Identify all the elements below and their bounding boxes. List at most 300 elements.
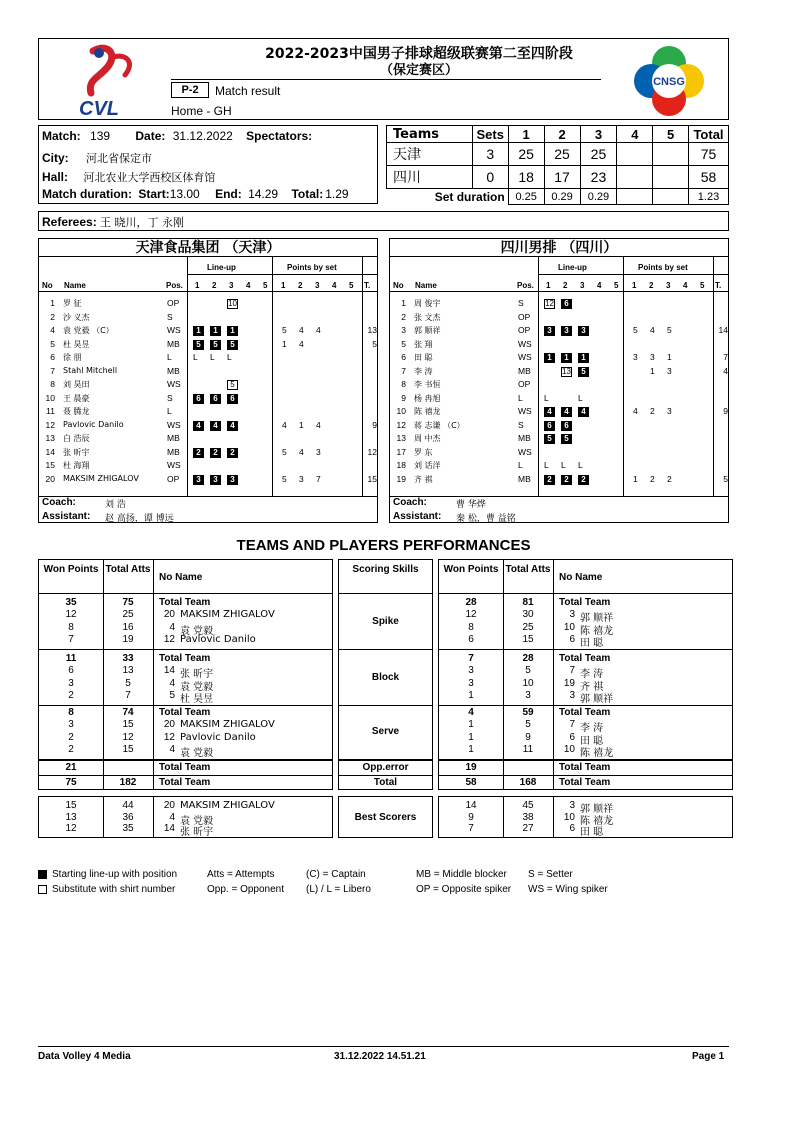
- spectators-label: Spectators:: [246, 129, 313, 143]
- player-name: 郭 顺祥: [414, 326, 441, 335]
- lineup-set-3: 5: [227, 340, 238, 350]
- row-divider: [339, 775, 432, 776]
- lineup-set-2: L: [561, 460, 566, 470]
- opp-error-points: 19: [465, 762, 477, 773]
- player-number: 4: [169, 743, 175, 755]
- won-points: 6: [68, 665, 74, 677]
- cell: 58: [689, 166, 729, 189]
- set-num-header: 2: [212, 281, 217, 290]
- player-number: 13: [45, 433, 55, 443]
- total-atts: 13: [122, 665, 134, 677]
- team-a-name: 天津: [387, 143, 473, 166]
- coach-label: Coach:: [393, 497, 427, 508]
- total-atts: 10: [522, 677, 534, 689]
- player-position: MB: [518, 433, 531, 443]
- player-position: S: [167, 393, 173, 403]
- player-name: 田 聪: [414, 353, 433, 362]
- row-divider: [439, 593, 732, 594]
- points-set-2: 1: [299, 420, 304, 430]
- set-num-header: 3: [666, 281, 671, 290]
- player-name: Stahl Mitchell: [63, 366, 118, 375]
- lineup-set-1: L: [193, 352, 198, 362]
- opp-error-team: Total Team: [559, 762, 611, 773]
- best-atts: 27: [522, 823, 534, 834]
- player-number: 3: [401, 325, 406, 335]
- lineup-set-1: 1: [193, 326, 204, 336]
- referees-names: 王 晓川，丁 永刚: [100, 216, 185, 229]
- points-set-2: 2: [650, 474, 655, 484]
- player-name: Pavlovic Danilo: [180, 731, 256, 743]
- total-team: Total Team: [559, 777, 611, 788]
- doc-title: Match result: [215, 84, 281, 98]
- legend-item: (L) / L = Libero: [306, 884, 371, 895]
- player-number: 1: [401, 298, 406, 308]
- player-name: 周 俊宇: [414, 299, 441, 308]
- player-name: 郭 顺祥: [580, 613, 614, 625]
- player-name: Total Team: [159, 597, 211, 608]
- player-name: 袁 党毅 （C）: [63, 326, 114, 335]
- col-set-3: 3: [580, 126, 617, 143]
- row-divider: [39, 775, 332, 776]
- total-atts-header: Total Atts: [505, 564, 551, 575]
- row-divider: [39, 593, 332, 594]
- performances-title: TEAMS AND PLAYERS PERFORMANCES: [236, 537, 531, 554]
- lineup-set-3: 2: [578, 475, 589, 485]
- best-points: 14: [465, 800, 477, 811]
- total-atts: 16: [122, 621, 134, 633]
- set-scores: [386, 125, 729, 205]
- player-name: 李 书恒: [414, 380, 441, 389]
- player-number: 4: [169, 677, 175, 689]
- player-number: 12: [163, 633, 175, 645]
- player-name: 齐 祺: [414, 475, 433, 484]
- player-number: 3: [569, 689, 575, 701]
- player-number: 4: [169, 811, 175, 823]
- player-position: S: [167, 312, 173, 322]
- cell: [617, 143, 653, 166]
- player-number: 14: [163, 823, 175, 834]
- lineup-set-3: L: [578, 393, 583, 403]
- team-b-best-scorers: [438, 796, 733, 838]
- player-number: 8: [401, 379, 406, 389]
- cell: 25: [580, 143, 617, 166]
- row-divider: [439, 649, 732, 650]
- column-divider: [538, 257, 539, 496]
- total-atts: 7: [125, 689, 131, 701]
- cell: 17: [544, 166, 580, 189]
- lineup-set-3: 2: [227, 448, 238, 458]
- doc-code: P-2: [171, 82, 209, 98]
- player-name: 沙 义杰: [63, 313, 90, 322]
- set-num-header: 5: [700, 281, 705, 290]
- player-name: Total Team: [559, 707, 611, 718]
- opp-error-team: Total Team: [159, 762, 211, 773]
- legend-item: MB = Middle blocker: [416, 869, 507, 880]
- points-set-1: 5: [633, 325, 638, 335]
- player-name: 李 涛: [580, 669, 604, 681]
- won-points: 28: [465, 597, 477, 608]
- legend-item: OP = Opposite spiker: [416, 884, 512, 895]
- skill-label: Spike: [372, 616, 399, 627]
- set-duration-row: [387, 189, 729, 205]
- points-set-1: 4: [282, 420, 287, 430]
- column-divider: [553, 560, 554, 789]
- team-b-title: 四川男排 （四川）: [390, 239, 728, 257]
- player-position: MB: [167, 366, 180, 376]
- end-time: 14.29: [248, 187, 279, 201]
- footer-timestamp: 31.12.2022 14.51.21: [334, 1051, 426, 1062]
- column-divider: [153, 560, 154, 789]
- player-name: Total Team: [159, 653, 211, 664]
- lineup-set-1: 3: [544, 326, 555, 336]
- best-points: 12: [65, 823, 77, 834]
- player-name: 周 中杰: [414, 434, 441, 443]
- points-set-1: 1: [282, 339, 287, 349]
- player-position: OP: [518, 325, 531, 335]
- lineup-set-2: 6: [561, 299, 572, 309]
- lineup-set-1: 2: [544, 475, 555, 485]
- points-set-1: 4: [633, 406, 638, 416]
- total-atts: 25: [522, 621, 534, 633]
- player-position: OP: [167, 298, 180, 308]
- row-divider: [39, 760, 332, 761]
- total-atts: 33: [122, 653, 134, 664]
- no-header: No: [42, 281, 53, 290]
- row-divider: [339, 705, 432, 706]
- lineup-set-1: 12: [545, 299, 554, 308]
- match-row: [42, 129, 312, 143]
- points-set-2: 4: [299, 325, 304, 335]
- won-points-header: Won Points: [43, 564, 99, 575]
- player-name: 徐 朋: [63, 353, 82, 362]
- set-num-header: 3: [315, 281, 320, 290]
- total-atts-header: Total Atts: [105, 564, 151, 575]
- no-header: No: [393, 281, 404, 290]
- player-name: 袁 党毅: [180, 747, 214, 759]
- duration-label: Match duration:: [42, 187, 132, 201]
- points-set-2: 4: [299, 447, 304, 457]
- scoring-skills: [338, 559, 433, 790]
- cell: 25: [544, 143, 580, 166]
- best-points: 15: [65, 800, 77, 811]
- lineup-set-3: 4: [227, 421, 238, 431]
- player-position: MB: [167, 433, 180, 443]
- header-divider: [390, 291, 729, 292]
- match-label: Match:: [42, 129, 81, 143]
- player-number: 18: [396, 460, 406, 470]
- player-number: 20: [163, 609, 175, 621]
- date-label: Date:: [135, 129, 166, 143]
- player-name: 杜 海翔: [63, 461, 90, 470]
- city-row: [42, 150, 152, 166]
- player-number: 6: [569, 731, 575, 743]
- lineup-set-2: 1: [561, 353, 572, 363]
- won-points: 3: [68, 677, 74, 689]
- total-atts: 182: [119, 777, 137, 788]
- col-set-4: 4: [617, 126, 653, 143]
- player-number: 12: [396, 420, 406, 430]
- lineup-set-3: 6: [227, 394, 238, 404]
- footer-page: Page 1: [692, 1051, 725, 1062]
- cell: 0: [472, 166, 508, 189]
- points-set-1: 5: [282, 325, 287, 335]
- lineup-set-3: 5: [227, 380, 238, 390]
- cvl-logo: [73, 43, 143, 119]
- total-atts: 5: [525, 665, 531, 677]
- svg-text:CNSG: CNSG: [653, 76, 685, 88]
- player-position: WS: [518, 447, 532, 457]
- city-label: City:: [42, 151, 69, 165]
- cell: 25: [508, 143, 544, 166]
- set-num-header: 1: [632, 281, 637, 290]
- lineup-header: Line-up: [207, 263, 236, 272]
- points-set-3: 4: [316, 325, 321, 335]
- player-number: 9: [401, 393, 406, 403]
- player-position: WS: [167, 379, 181, 389]
- player-number: 1: [50, 298, 55, 308]
- player-position: MB: [167, 339, 180, 349]
- legend-item: Substitute with shirt number: [52, 884, 176, 895]
- total-atts: 3: [525, 689, 531, 701]
- player-position: OP: [518, 312, 531, 322]
- player-name: 杜 昊昱: [180, 693, 214, 705]
- player-name: Total Team: [559, 597, 611, 608]
- col-set-5: 5: [653, 126, 689, 143]
- player-position: MB: [167, 447, 180, 457]
- lineup-set-2: 4: [210, 421, 221, 431]
- player-number: 7: [569, 665, 575, 677]
- player-name: MAKSIM ZHIGALOV: [63, 474, 139, 483]
- no-name-header: No Name: [159, 572, 203, 583]
- player-number: 14: [45, 447, 55, 457]
- svg-text:CVL: CVL: [79, 98, 119, 119]
- player-position: MB: [518, 474, 531, 484]
- points-set-1: 3: [633, 352, 638, 362]
- set-row-team-a: [387, 143, 729, 166]
- set-num-header: 5: [614, 281, 619, 290]
- player-name: 陈 禧龙: [580, 747, 614, 759]
- points-set-2: 4: [299, 339, 304, 349]
- assistant-name: 秦 松，曹 益铭: [456, 514, 516, 524]
- opp-error-label: Opp.error: [362, 762, 409, 773]
- pos-header: Pos.: [166, 281, 183, 290]
- points-set-3: 7: [316, 474, 321, 484]
- header-divider: [538, 274, 729, 275]
- player-position: S: [518, 420, 524, 430]
- player-number: 2: [401, 312, 406, 322]
- column-divider: [187, 257, 188, 496]
- coach-divider: [39, 496, 378, 497]
- won-points-header: Won Points: [443, 564, 499, 575]
- total-atts: 5: [525, 719, 531, 731]
- col-teams: Teams: [387, 126, 473, 143]
- opp-error-points: 21: [65, 762, 77, 773]
- player-number: 7: [569, 719, 575, 731]
- player-number: 11: [46, 406, 55, 416]
- player-number: 19: [396, 474, 406, 484]
- player-name: 陈 禧龙: [580, 815, 614, 827]
- player-number: 15: [45, 460, 55, 470]
- points-set-2: 4: [650, 325, 655, 335]
- player-total: 9: [723, 406, 728, 416]
- points-set-2: 3: [650, 352, 655, 362]
- won-points: 2: [68, 731, 74, 743]
- legend-item: WS = Wing spiker: [528, 884, 608, 895]
- player-name: 张 翔: [414, 340, 433, 349]
- column-divider: [362, 257, 363, 496]
- cell: 1.23: [689, 189, 729, 205]
- legend-item: Atts = Attempts: [207, 869, 275, 880]
- player-name: 张 昕宇: [63, 448, 90, 457]
- player-name: 刘 昊田: [63, 380, 90, 389]
- best-atts: 44: [122, 800, 134, 811]
- legend-item: (C) = Captain: [306, 869, 366, 880]
- cell: [617, 189, 653, 205]
- player-number: 10: [563, 743, 575, 755]
- player-name: 袁 党毅: [180, 681, 214, 693]
- lineup-set-2: 3: [561, 326, 572, 336]
- start-time: 13.00: [169, 187, 200, 201]
- team-a-best-scorers: [38, 796, 333, 838]
- player-number: 6: [569, 823, 575, 834]
- lineup-set-2: L: [210, 352, 215, 362]
- cell: 18: [508, 166, 544, 189]
- title-divider: [171, 79, 601, 80]
- lineup-set-1: 4: [544, 407, 555, 417]
- player-number: 7: [50, 366, 55, 376]
- total-atts: 81: [522, 597, 534, 608]
- lineup-set-1: 4: [193, 421, 204, 431]
- column-divider: [623, 257, 624, 496]
- player-total: 12: [367, 447, 377, 457]
- row-divider: [339, 649, 432, 650]
- won-points: 3: [468, 665, 474, 677]
- skill-label: Block: [371, 672, 400, 683]
- player-name: 王 晨豪: [63, 394, 90, 403]
- total-atts: 5: [125, 677, 131, 689]
- lineup-set-2: 1: [210, 326, 221, 336]
- points-set-2: 1: [650, 366, 655, 376]
- city-value: 河北省保定市: [86, 152, 153, 165]
- points-set-3: 3: [667, 366, 672, 376]
- points-set-3: 3: [667, 406, 672, 416]
- set-header-row: [387, 126, 729, 143]
- total-atts: 28: [522, 653, 534, 664]
- player-name: 蒋 志谦 （C）: [414, 421, 465, 430]
- pos-header: Pos.: [517, 281, 534, 290]
- total-atts: 15: [122, 719, 134, 731]
- points-set-3: 4: [316, 420, 321, 430]
- player-name: Total Team: [559, 653, 611, 664]
- player-name: 李 涛: [580, 723, 604, 735]
- won-points: 12: [65, 609, 77, 621]
- player-number: 6: [569, 633, 575, 645]
- home-label: Home - GH: [171, 104, 232, 118]
- player-number: 20: [163, 800, 175, 811]
- player-number: 10: [563, 811, 575, 823]
- player-number: 7: [401, 366, 406, 376]
- points-set-2: 2: [650, 406, 655, 416]
- set-num-header: 3: [229, 281, 234, 290]
- won-points: 3: [68, 719, 74, 731]
- best-atts: 45: [522, 800, 534, 811]
- lineup-set-2: 3: [210, 475, 221, 485]
- substitute-legend-icon: [38, 885, 47, 894]
- column-divider: [153, 797, 154, 837]
- row-divider: [39, 705, 332, 706]
- player-number: 12: [163, 731, 175, 743]
- best-scorers-label-box: [338, 796, 433, 838]
- row-divider: [439, 705, 732, 706]
- legend-item: S = Setter: [528, 869, 573, 880]
- cell: 0.25: [508, 189, 544, 205]
- cell: 0.29: [580, 189, 617, 205]
- col-set-2: 2: [544, 126, 580, 143]
- start-label: Start:: [138, 187, 170, 201]
- player-name: 齐 祺: [580, 681, 604, 693]
- points-set-1: 1: [633, 474, 638, 484]
- player-name: 郭 顺祥: [580, 693, 614, 705]
- lineup-header: Line-up: [558, 263, 587, 272]
- best-scorers-label: Best Scorers: [354, 812, 417, 823]
- report-header: [38, 38, 729, 120]
- cell: 23: [580, 166, 617, 189]
- column-divider: [553, 797, 554, 837]
- player-position: MB: [518, 366, 531, 376]
- won-points: 3: [468, 677, 474, 689]
- cell: [617, 166, 653, 189]
- player-number: 4: [169, 621, 175, 633]
- player-name: 李 涛: [414, 367, 433, 376]
- player-name: 张 昕宇: [180, 669, 214, 681]
- won-points: 7: [468, 653, 474, 664]
- won-points: 6: [468, 633, 474, 645]
- won-points: 11: [65, 653, 77, 664]
- lineup-set-1: 3: [193, 475, 204, 485]
- total-atts: 15: [122, 743, 134, 755]
- total-points: 75: [65, 777, 77, 788]
- player-number: 6: [50, 352, 55, 362]
- player-number: 12: [45, 420, 55, 430]
- player-name: 袁 党毅: [180, 815, 214, 827]
- player-name: 刘 话洋: [414, 461, 441, 470]
- player-number: 6: [401, 352, 406, 362]
- player-number: 19: [563, 677, 575, 689]
- lineup-set-2: 2: [561, 475, 572, 485]
- total-atts: 75: [122, 597, 134, 608]
- col-set-1: 1: [508, 126, 544, 143]
- set-num-header: 4: [597, 281, 602, 290]
- best-atts: 38: [522, 811, 534, 823]
- won-points: 8: [468, 621, 474, 633]
- hall-row: [42, 169, 215, 185]
- player-number: 10: [396, 406, 406, 416]
- player-total: 13: [367, 325, 377, 335]
- player-name: Total Team: [159, 707, 211, 718]
- legend-item: Starting line-up with position: [52, 869, 178, 880]
- lineup-set-1: 6: [544, 421, 555, 431]
- lineup-set-2: 6: [210, 394, 221, 404]
- total-header: T.: [364, 281, 371, 290]
- set-num-header: 4: [246, 281, 251, 290]
- lineup-set-1: 1: [544, 353, 555, 363]
- player-position: WS: [518, 406, 532, 416]
- total-time: 1.29: [325, 187, 349, 201]
- points-set-2: 3: [299, 474, 304, 484]
- player-total: 15: [367, 474, 377, 484]
- player-name: 杨 冉旭: [414, 394, 441, 403]
- total-atts: 168: [519, 777, 537, 788]
